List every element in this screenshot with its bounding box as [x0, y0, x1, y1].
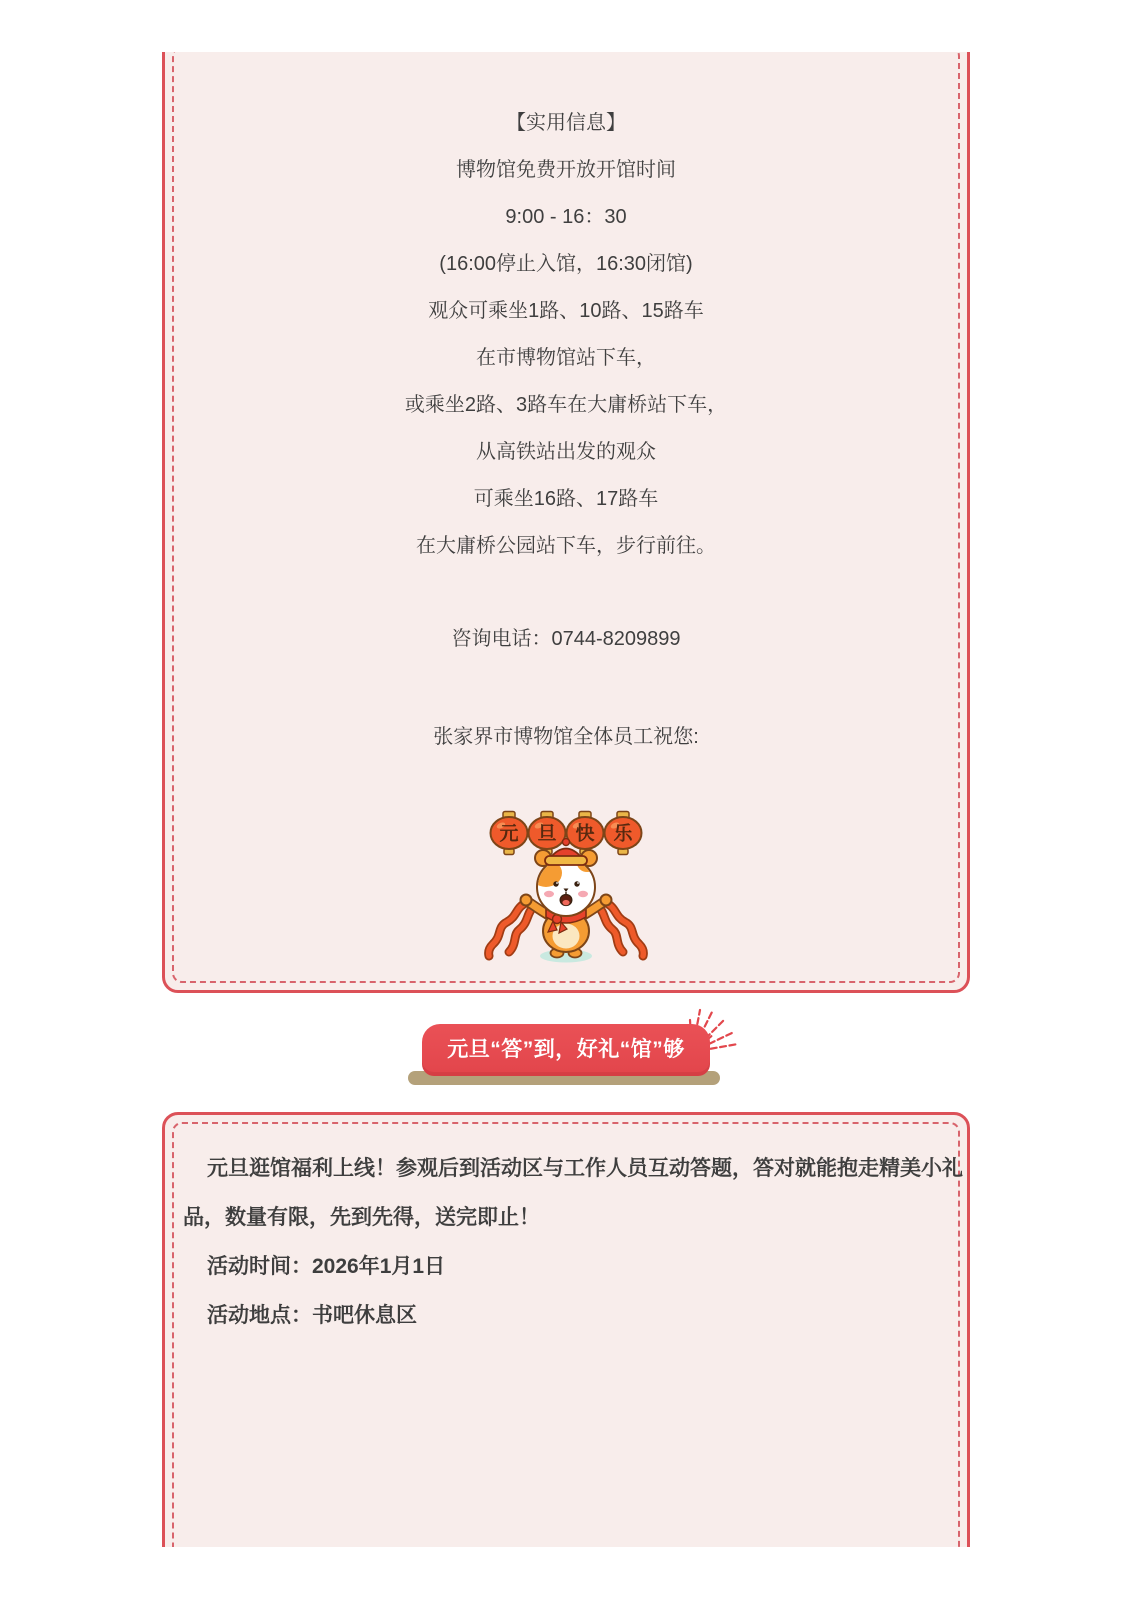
activity-paragraph-line: 元旦逛馆福利上线！参观后到活动区与工作人员互动答题，答对就能抱走精美小礼 — [207, 1157, 963, 1180]
activity-place: 活动地点：书吧休息区 — [207, 1304, 417, 1327]
lantern-icon — [491, 812, 528, 855]
lantern-icon — [529, 812, 566, 855]
section-banner — [422, 1024, 710, 1076]
bus-route-line: 观众可乘坐1路、10路、15路车 — [428, 300, 704, 322]
lantern-icon — [567, 812, 604, 855]
bus-route-line: 从高铁站出发的观众 — [476, 441, 656, 463]
activity-paragraph-line: 品，数量有限，先到先得，送完即止！ — [183, 1206, 540, 1229]
mascot-svg — [471, 805, 661, 967]
bus-route-line: 在市博物馆站下车， — [476, 347, 656, 369]
info-line: (16:00停止入馆，16:30闭馆) — [439, 253, 693, 275]
info-title: 【实用信息】 — [506, 112, 626, 134]
bus-route-line: 或乘坐2路、3路车在大庸桥站下车， — [404, 394, 728, 416]
svg-text:乐: 乐 — [613, 823, 633, 845]
svg-text:快: 快 — [575, 823, 595, 845]
wish-line: 张家界市博物馆全体员工祝您: — [433, 726, 699, 748]
info-card — [162, 52, 970, 993]
opening-hours: 9:00 - 16：30 — [505, 206, 627, 228]
new-year-mascot-illustration — [162, 805, 970, 967]
activity-time: 活动时间：2026年1月1日 — [207, 1255, 446, 1278]
bus-route-line: 可乘坐16路、17路车 — [473, 488, 659, 510]
lantern-icon — [605, 812, 642, 855]
bus-route-line: 在大庸桥公园站下车，步行前往。 — [416, 535, 716, 557]
info-line: 博物馆免费开放开馆时间 — [456, 159, 676, 181]
svg-text:元: 元 — [499, 823, 519, 845]
banner-label: 元旦“答”到，好礼“馆”够 — [447, 1038, 685, 1061]
svg-text:旦: 旦 — [537, 823, 557, 845]
phone-line: 咨询电话：0744-8209899 — [451, 628, 681, 650]
activity-card — [162, 1112, 970, 1547]
